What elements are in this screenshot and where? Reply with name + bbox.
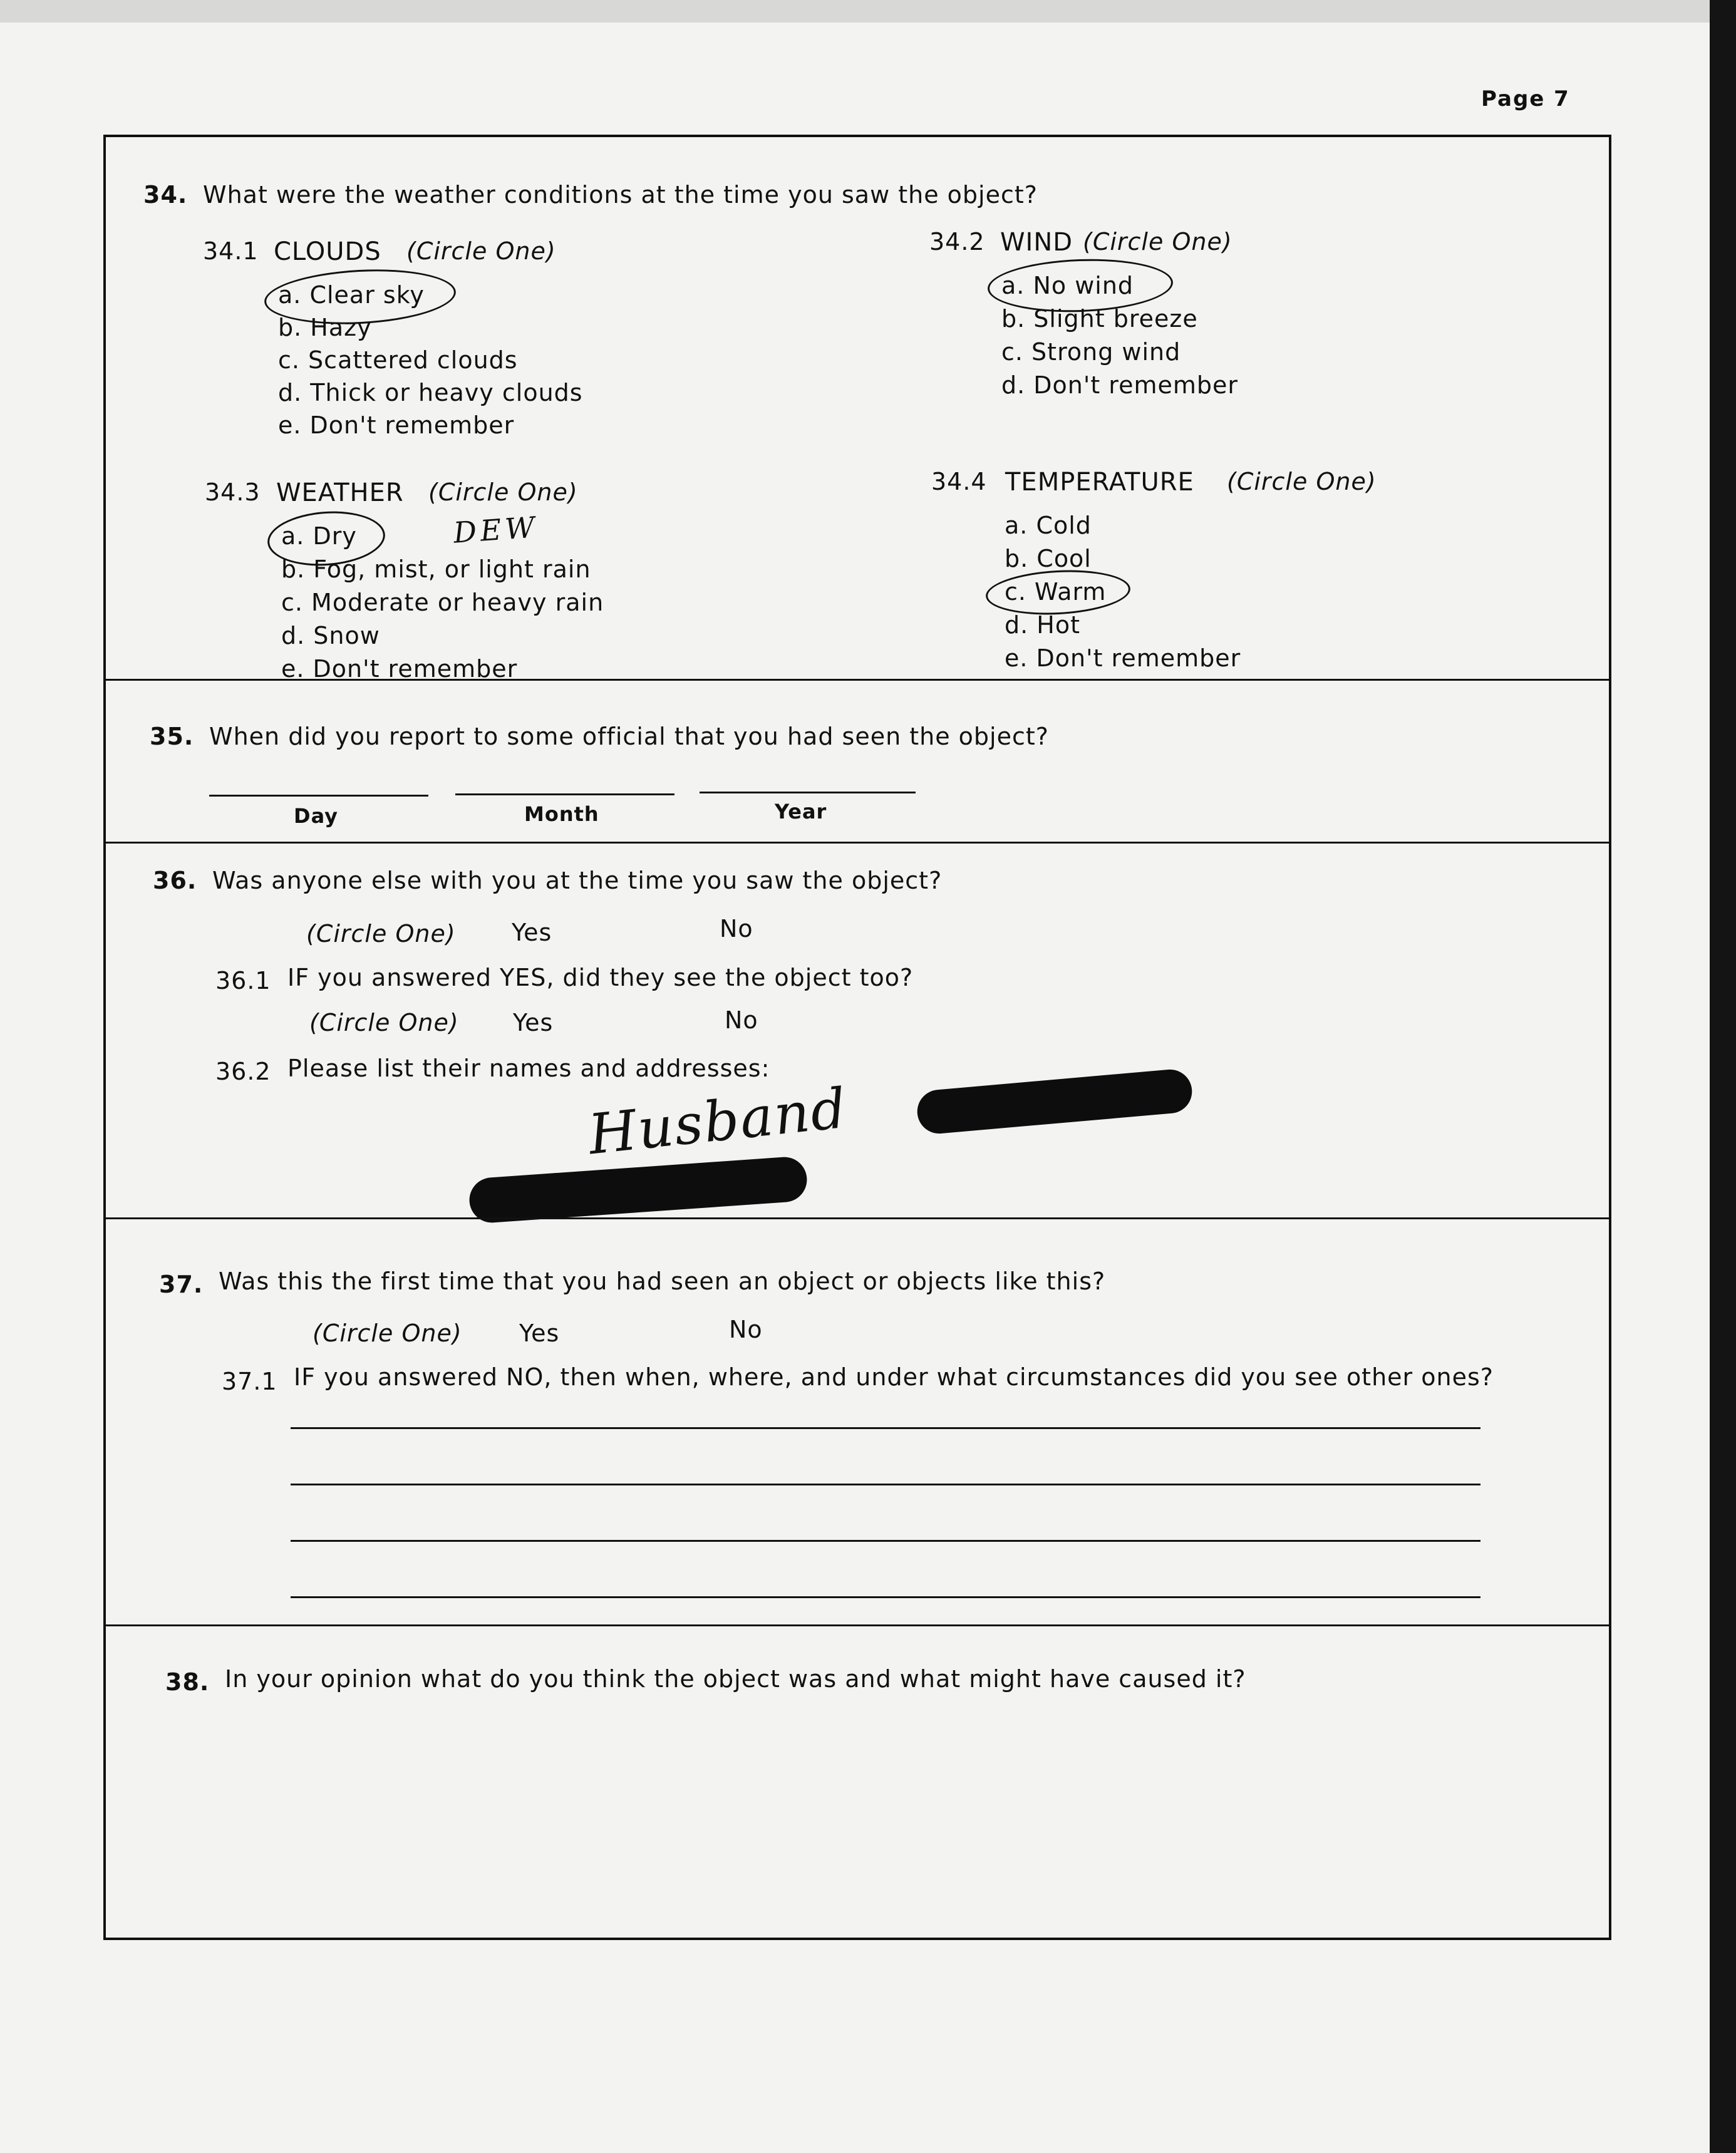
temperature-selected-circle xyxy=(984,567,1131,618)
q37-no-option[interactable]: No xyxy=(729,1316,763,1343)
q34-4-title: TEMPERATURE xyxy=(1005,468,1194,497)
q35-question: When did you report to some official that you had seen the object? xyxy=(209,723,1049,750)
q34-1-number: 34.1 xyxy=(203,237,259,265)
q35-month-label: Month xyxy=(524,802,599,826)
q34-number: 34. xyxy=(143,181,188,209)
q36-2-number: 36.2 xyxy=(215,1058,271,1085)
q36-circle-note: (Circle One) xyxy=(306,920,456,947)
q34-2-title: WIND xyxy=(1000,228,1073,257)
q34-4-number: 34.4 xyxy=(931,468,987,495)
q34-question: What were the weather conditions at the time you saw the object? xyxy=(203,181,1038,209)
divider-37-38 xyxy=(106,1624,1609,1626)
q37-1-number: 37.1 xyxy=(222,1368,277,1395)
q34-4-circle-note: (Circle One) xyxy=(1227,468,1377,495)
q36-question: Was anyone else with you at the time you saw the object? xyxy=(212,867,943,894)
q38-answer-area[interactable] xyxy=(165,1715,1543,1916)
temperature-option-d[interactable]: d. Hot xyxy=(1005,611,1081,639)
divider-34-35 xyxy=(106,679,1609,681)
q37-1-answer-line-4[interactable] xyxy=(291,1596,1480,1598)
q36-1-question: IF you answered YES, did they see the object too? xyxy=(287,964,914,991)
clouds-option-e[interactable]: e. Don't remember xyxy=(278,411,515,439)
q34-3-title: WEATHER xyxy=(276,478,404,507)
weather-option-c[interactable]: c. Moderate or heavy rain xyxy=(281,589,604,616)
q36-no-option[interactable]: No xyxy=(720,915,753,942)
q34-3-circle-note: (Circle One) xyxy=(428,478,578,506)
q34-3-number: 34.3 xyxy=(205,478,261,506)
weather-option-a[interactable]: a. Dry xyxy=(281,522,357,550)
q38-number: 38. xyxy=(165,1668,210,1696)
q35-year-line[interactable] xyxy=(700,792,916,793)
divider-35-36 xyxy=(106,842,1609,844)
q35-day-label: Day xyxy=(294,804,339,828)
q37-1-answer-line-3[interactable] xyxy=(291,1540,1480,1542)
clouds-option-b[interactable]: b. Hazy xyxy=(278,314,372,341)
wind-option-d[interactable]: d. Don't remember xyxy=(1001,371,1238,399)
q35-day-line[interactable] xyxy=(209,795,428,797)
wind-option-c[interactable]: c. Strong wind xyxy=(1001,338,1181,366)
divider-36-37 xyxy=(106,1217,1609,1219)
redaction-bar-2 xyxy=(468,1155,809,1224)
q34-1-title: CLOUDS xyxy=(274,237,381,266)
clouds-option-c[interactable]: c. Scattered clouds xyxy=(278,346,518,374)
clouds-option-d[interactable]: d. Thick or heavy clouds xyxy=(278,379,583,406)
q34-1-circle-note: (Circle One) xyxy=(406,237,556,265)
q34-2-circle-note: (Circle One) xyxy=(1083,228,1232,256)
q36-yes-option[interactable]: Yes xyxy=(512,919,552,946)
q36-1-circle-note: (Circle One) xyxy=(309,1009,459,1036)
q35-month-line[interactable] xyxy=(455,793,674,795)
q35-number: 35. xyxy=(150,723,194,750)
questionnaire-form xyxy=(103,135,1611,1940)
weather-handwritten-note: DEW xyxy=(452,510,540,550)
weather-option-e[interactable]: e. Don't remember xyxy=(281,655,518,683)
wind-option-a[interactable]: a. No wind xyxy=(1001,272,1134,299)
q36-1-no-option[interactable]: No xyxy=(725,1006,758,1034)
q38-question: In your opinion what do you think the object was and what might have caused it? xyxy=(225,1665,1246,1693)
temperature-option-b[interactable]: b. Cool xyxy=(1005,545,1092,572)
temperature-option-c[interactable]: c. Warm xyxy=(1005,578,1107,606)
q34-2-number: 34.2 xyxy=(929,228,985,256)
temperature-option-e[interactable]: e. Don't remember xyxy=(1005,644,1241,672)
q37-number: 37. xyxy=(159,1271,204,1298)
clouds-selected-circle xyxy=(263,265,457,329)
q36-2-handwritten-answer: Husband xyxy=(585,1075,850,1167)
q36-1-number: 36.1 xyxy=(215,967,271,994)
q35-year-label: Year xyxy=(775,800,827,824)
scan-top-edge xyxy=(0,0,1736,23)
q37-1-answer-line-1[interactable] xyxy=(291,1427,1480,1429)
temperature-option-a[interactable]: a. Cold xyxy=(1005,512,1092,539)
q36-1-yes-option[interactable]: Yes xyxy=(513,1009,554,1036)
q37-1-answer-line-2[interactable] xyxy=(291,1484,1480,1485)
redaction-bar-1 xyxy=(916,1068,1194,1135)
q37-yes-option[interactable]: Yes xyxy=(519,1319,560,1347)
wind-option-b[interactable]: b. Slight breeze xyxy=(1001,305,1198,333)
page-number: Page 7 xyxy=(1481,86,1570,111)
q37-circle-note: (Circle One) xyxy=(313,1319,462,1347)
q36-2-question: Please list their names and addresses: xyxy=(287,1055,770,1082)
q37-question: Was this the first time that you had seen an object or objects like this? xyxy=(219,1268,1106,1295)
scan-right-edge xyxy=(1710,0,1736,2153)
clouds-option-a[interactable]: a. Clear sky xyxy=(278,281,425,309)
q37-1-question: IF you answered NO, then when, where, and under what circumstances did you see other ones? xyxy=(294,1363,1494,1391)
weather-option-d[interactable]: d. Snow xyxy=(281,622,380,649)
q36-number: 36. xyxy=(153,867,197,894)
weather-option-b[interactable]: b. Fog, mist, or light rain xyxy=(281,555,591,583)
